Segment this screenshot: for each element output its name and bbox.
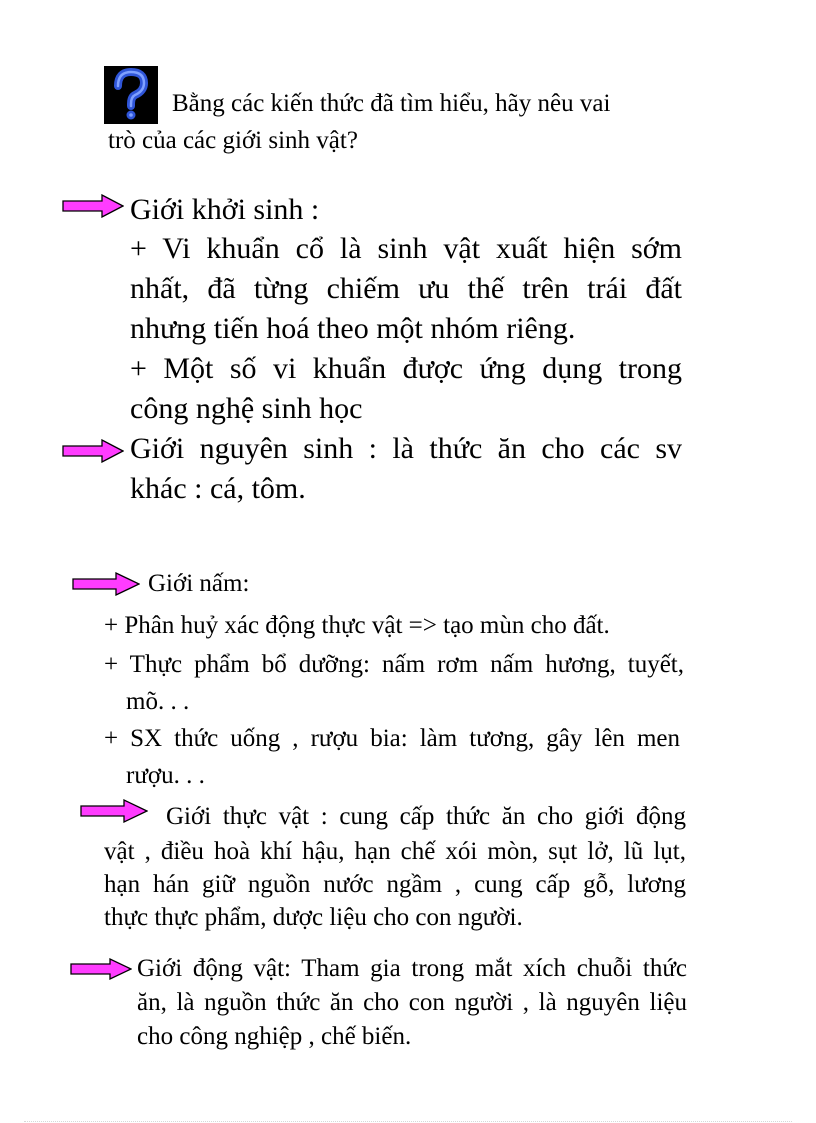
khoi-sinh-line: nhất, đã từng chiếm ưu thế trên trái đất	[130, 272, 682, 305]
khoi-sinh-heading: Giới khởi sinh :	[130, 193, 320, 226]
arrow-right-icon	[72, 572, 140, 596]
thuc-vat-line: hạn hán giữ nguồn nước ngầm , cung cấp gỗ, lương	[104, 871, 686, 898]
nguyen-sinh-line: Giới nguyên sinh : là thức ăn cho các sv	[130, 432, 682, 465]
nam-bullet: + Phân huỷ xác động thực vật => tạo mùn cho đất.	[104, 612, 610, 639]
thuc-vat-line: vật , điều hoà khí hậu, hạn chế xói mòn, sụt lở, lũ lụt,	[104, 838, 686, 865]
nam-bullet: mõ. . .	[126, 688, 190, 715]
khoi-sinh-line: + Một số vi khuẩn được ứng dụng trong	[130, 352, 682, 385]
question-line-2: trò của các giới sinh vật?	[108, 127, 358, 154]
arrow-right-icon	[62, 439, 124, 463]
page-divider	[24, 1121, 792, 1122]
nam-bullet: rượu. . .	[126, 762, 205, 789]
arrow-right-icon	[70, 958, 132, 980]
question-line-1: Bằng các kiến thức đã tìm hiểu, hãy nêu vai	[172, 90, 611, 117]
dong-vat-line: Giới động vật: Tham gia trong mắt xích chuỗi thức	[137, 955, 687, 982]
nam-bullet: + SX thức uống , rượu bia: làm tương, gây lên men	[104, 725, 680, 752]
nam-bullet: + Thực phẩm bổ dưỡng: nấm rơm nấm hương, tuyết,	[104, 651, 684, 678]
arrow-right-icon	[80, 799, 148, 823]
khoi-sinh-line: nhưng tiến hoá theo một nhóm riêng.	[130, 312, 576, 345]
question-mark-icon	[104, 66, 158, 124]
dong-vat-line: cho công nghiệp , chế biến.	[137, 1023, 412, 1050]
dong-vat-line: ăn, là nguồn thức ăn cho con người , là nguyên liệu	[137, 989, 687, 1016]
nguyen-sinh-line: khác : cá, tôm.	[130, 472, 306, 505]
thuc-vat-line: thực thực phẩm, dược liệu cho con người.	[104, 904, 523, 931]
thuc-vat-line: Giới thực vật : cung cấp thức ăn cho giới động	[166, 803, 686, 830]
nam-heading: Giới nấm:	[148, 570, 250, 597]
arrow-right-icon	[62, 194, 124, 218]
khoi-sinh-line: công nghệ sinh học	[130, 392, 363, 425]
khoi-sinh-line: + Vi khuẩn cổ là sinh vật xuất hiện sớm	[130, 232, 682, 265]
